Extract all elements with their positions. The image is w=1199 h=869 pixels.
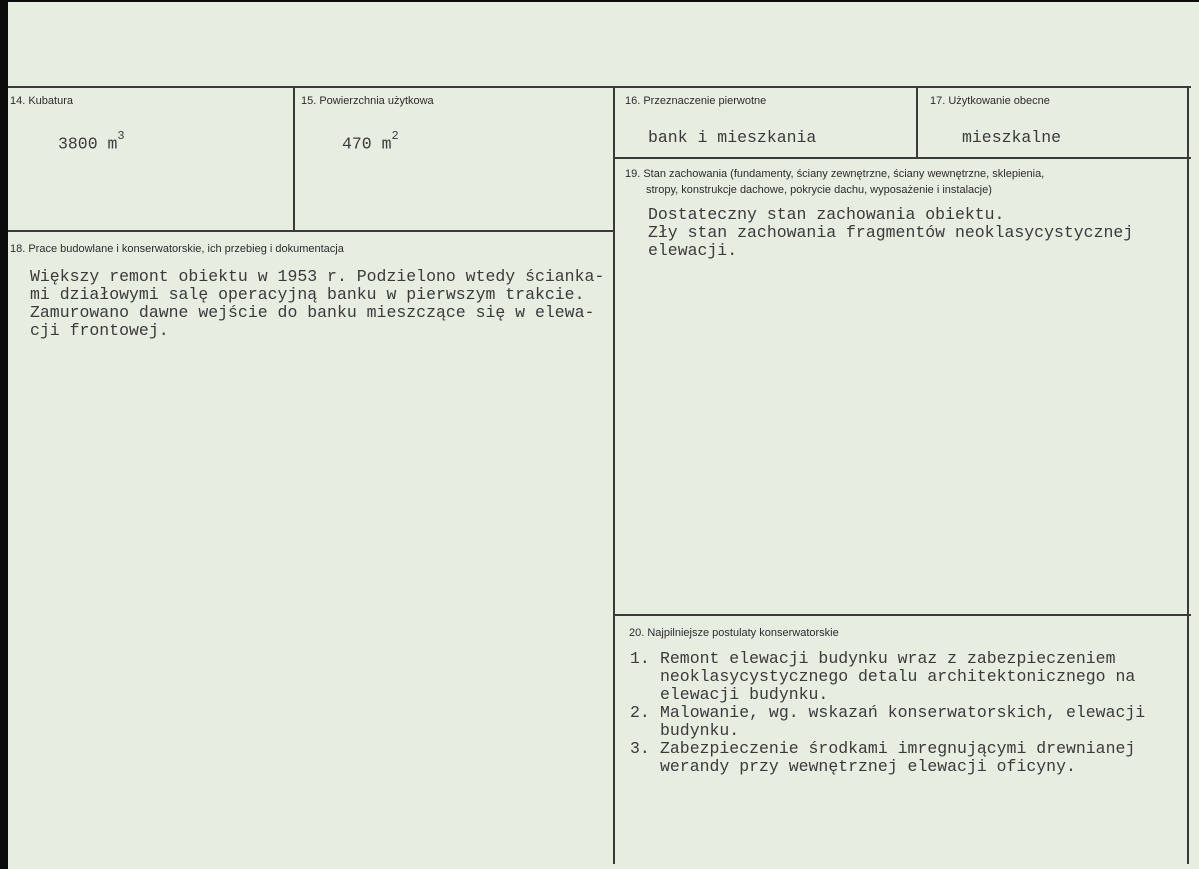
- field-15-exponent: 2: [391, 129, 399, 143]
- field-19-line-1: Dostateczny stan zachowania obiektu.: [648, 205, 1005, 224]
- field-18-line-1: Większy remont obiektu w 1953 r. Podzielono wtedy ścianka-: [30, 267, 605, 286]
- list-item: [630, 758, 1145, 776]
- field-20-list: [630, 650, 1145, 776]
- list-item-text: werandy przy wewnętrznej elewacji oficyny.: [660, 757, 1076, 776]
- field-15-number: 470 m: [342, 134, 392, 154]
- field-14-number: 3800 m: [58, 134, 118, 154]
- divider-right-lower: [614, 614, 1191, 616]
- field-18-line-4: cji frontowej.: [30, 321, 169, 340]
- field-19-label-line-2: stropy, konstrukcje dachowe, pokrycie dachu, wyposażenie i instalacje): [646, 184, 992, 196]
- divider-col-c: [916, 87, 918, 158]
- field-18-label: 18. Prace budowlane i konserwatorskie, ich przebieg i dokumentacja: [10, 243, 344, 255]
- list-item-text: Zabezpieczenie środkami imregnującymi drewnianej: [660, 739, 1136, 758]
- list-item: [630, 740, 1145, 758]
- field-15-label: 15. Powierzchnia użytkowa: [301, 95, 434, 107]
- field-18-line-2: mi działowymi salę operacyjną banku w pierwszym trakcie.: [30, 285, 585, 304]
- list-item-text: elewacji budynku.: [660, 685, 829, 704]
- list-item-text: Remont elewacji budynku wraz z zabezpieczeniem: [660, 649, 1116, 668]
- list-item: [630, 722, 1145, 740]
- field-18-line-3: Zamurowano dawne wejście do banku mieszczące się w elewa-: [30, 303, 595, 322]
- list-item: [630, 686, 1145, 704]
- divider-top: [8, 86, 1191, 88]
- field-19-label-line-1: 19. Stan zachowania (fundamenty, ściany zewnętrzne, ściany wewnętrzne, sklepienia,: [625, 168, 1045, 180]
- divider-right-upper: [614, 157, 1191, 159]
- field-17-value: mieszkalne: [962, 128, 1062, 147]
- field-14-value: [58, 130, 125, 154]
- divider-right-edge: [1187, 87, 1189, 864]
- field-17-label: 17. Użytkowanie obecne: [930, 95, 1050, 107]
- list-item: [630, 704, 1145, 722]
- field-16-label: 16. Przeznaczenie pierwotne: [625, 95, 767, 107]
- field-15-value: [342, 130, 399, 154]
- list-item-text: neoklasycystycznego detalu architektonicznego na: [660, 667, 1136, 686]
- field-14-exponent: 3: [117, 129, 125, 143]
- divider-col-a: [293, 87, 295, 231]
- field-16-value: bank i mieszkania: [648, 128, 817, 147]
- field-14-label: 14. Kubatura: [10, 95, 73, 107]
- list-item-number: 2.: [630, 703, 650, 722]
- list-item-number: 1.: [630, 649, 650, 668]
- field-19-line-2: Zły stan zachowania fragmentów neoklasycystycznej: [648, 223, 1134, 242]
- field-19-line-3: elewacji.: [648, 241, 738, 260]
- field-20-label: 20. Najpilniejsze postulaty konserwatorskie: [629, 627, 839, 639]
- list-item: [630, 650, 1145, 668]
- divider-col-b: [613, 87, 615, 864]
- list-item: [630, 668, 1145, 686]
- list-item-text: budynku.: [660, 721, 740, 740]
- list-item-text: Malowanie, wg. wskazań konserwatorskich, elewacji: [660, 703, 1146, 722]
- divider-left-mid: [8, 230, 614, 232]
- list-item-number: 3.: [630, 739, 650, 758]
